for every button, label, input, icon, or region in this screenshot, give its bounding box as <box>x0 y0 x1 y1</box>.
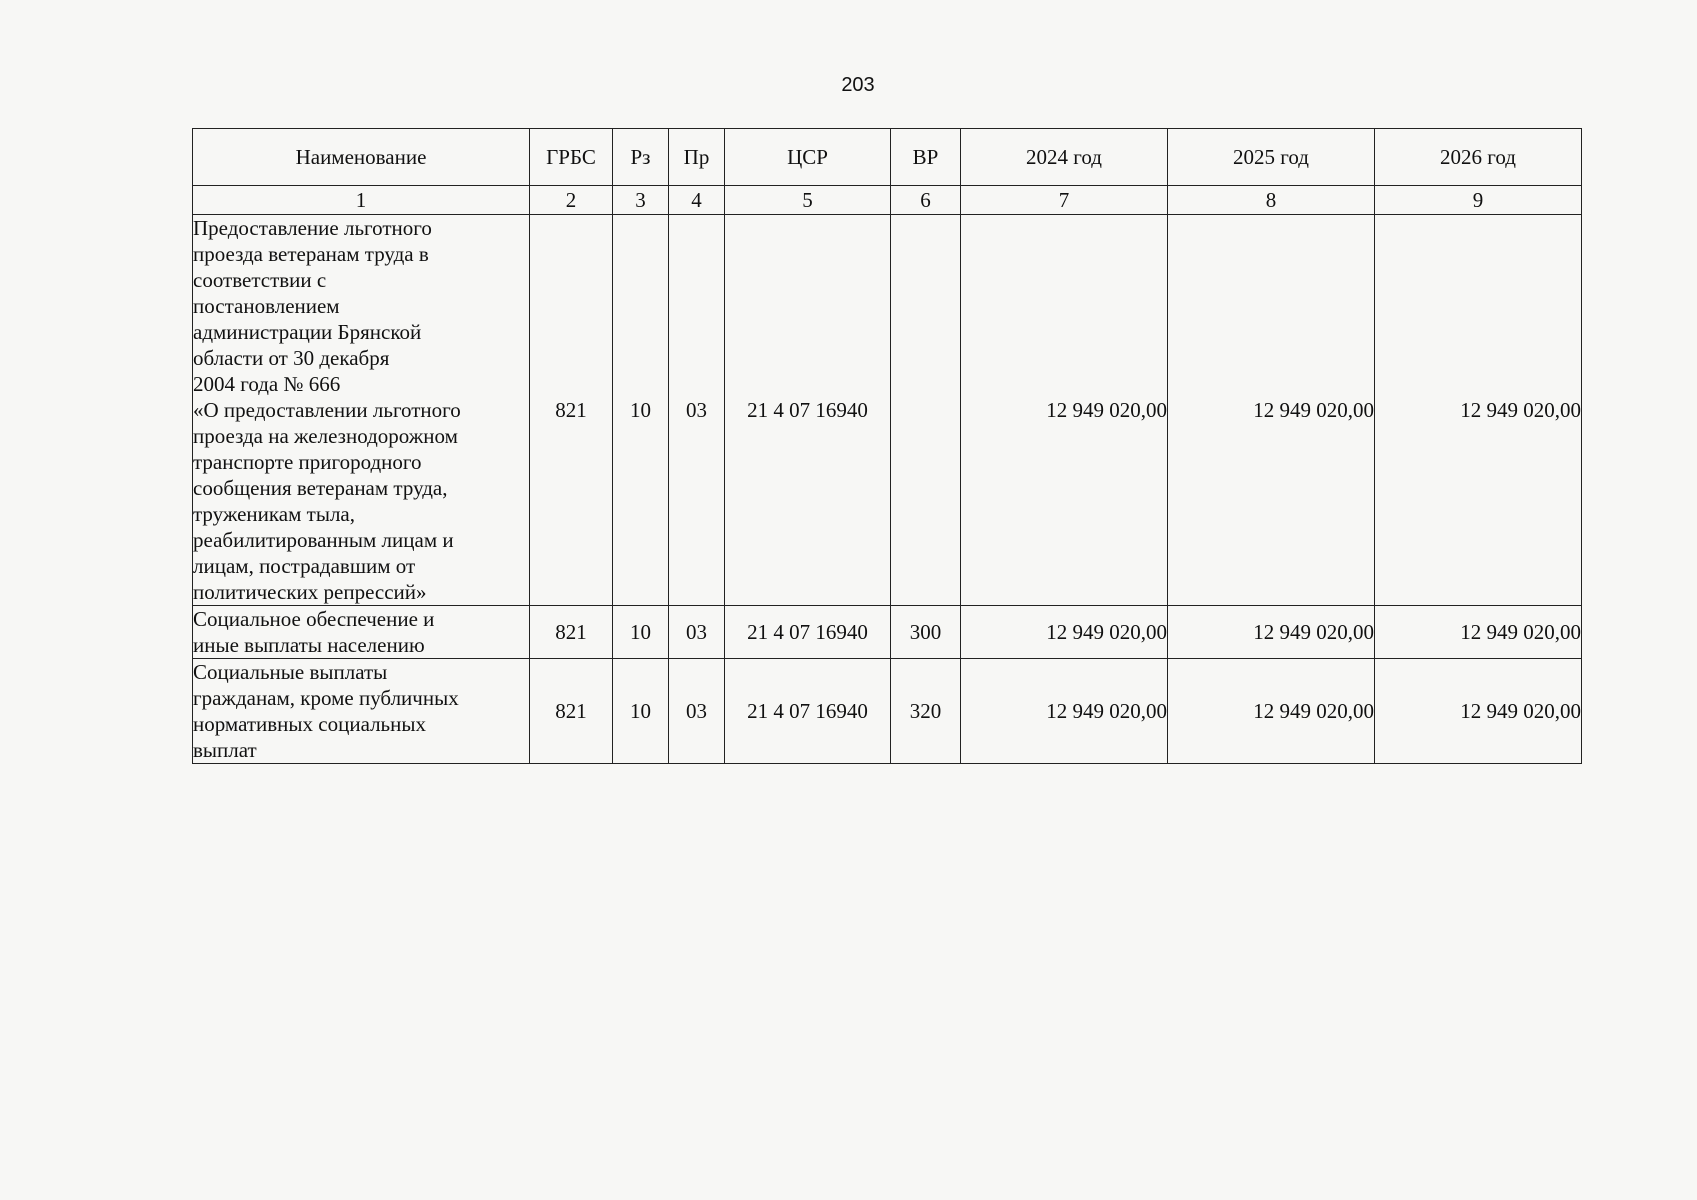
header-rz: Рз <box>613 129 669 186</box>
row-name: Социальные выплаты гражданам, кроме публичных нормативных социальных выплат <box>193 659 530 764</box>
column-number: 4 <box>669 186 725 215</box>
column-number: 1 <box>193 186 530 215</box>
row-grbs: 821 <box>530 659 613 764</box>
row-pr: 03 <box>669 659 725 764</box>
column-number: 3 <box>613 186 669 215</box>
header-name: Наименование <box>193 129 530 186</box>
header-row <box>193 129 1582 186</box>
column-number: 5 <box>725 186 891 215</box>
row-pr: 03 <box>669 215 725 606</box>
table-row <box>193 659 1582 764</box>
row-amount-2024: 12 949 020,00 <box>961 659 1168 764</box>
column-number-row <box>193 186 1582 215</box>
row-amount-2026: 12 949 020,00 <box>1375 659 1582 764</box>
row-name: Предоставление льготного проезда ветеранам труда в соответствии с постановлением администрации Брянской области от 30 декабря 2004 года № 666 «О предоставлении льготного проезда на железнодорожном транспорте пригородного сообщения ветеранам труда, труженикам тыла, реабилитированным лицам и лицам, пострадавшим от политических репрессий» <box>193 215 530 606</box>
column-number: 2 <box>530 186 613 215</box>
column-number: 9 <box>1375 186 1582 215</box>
row-vr: 300 <box>891 606 961 659</box>
row-vr <box>891 215 961 606</box>
row-amount-2025: 12 949 020,00 <box>1168 215 1375 606</box>
row-rz: 10 <box>613 606 669 659</box>
header-grbs: ГРБС <box>530 129 613 186</box>
row-name: Социальное обеспечение и иные выплаты населению <box>193 606 530 659</box>
row-amount-2024: 12 949 020,00 <box>961 215 1168 606</box>
row-rz: 10 <box>613 659 669 764</box>
row-amount-2025: 12 949 020,00 <box>1168 606 1375 659</box>
row-grbs: 821 <box>530 215 613 606</box>
header-2025: 2025 год <box>1168 129 1375 186</box>
table-row <box>193 606 1582 659</box>
page-number: 203 <box>841 74 875 96</box>
column-number: 7 <box>961 186 1168 215</box>
header-pr: Пр <box>669 129 725 186</box>
row-csr: 21 4 07 16940 <box>725 215 891 606</box>
row-amount-2024: 12 949 020,00 <box>961 606 1168 659</box>
header-csr: ЦСР <box>725 129 891 186</box>
header-2024: 2024 год <box>961 129 1168 186</box>
header-vr: ВР <box>891 129 961 186</box>
row-amount-2025: 12 949 020,00 <box>1168 659 1375 764</box>
row-pr: 03 <box>669 606 725 659</box>
row-amount-2026: 12 949 020,00 <box>1375 215 1582 606</box>
column-number: 6 <box>891 186 961 215</box>
row-csr: 21 4 07 16940 <box>725 606 891 659</box>
table-row <box>193 215 1582 606</box>
row-rz: 10 <box>613 215 669 606</box>
row-amount-2026: 12 949 020,00 <box>1375 606 1582 659</box>
row-csr: 21 4 07 16940 <box>725 659 891 764</box>
header-2026: 2026 год <box>1375 129 1582 186</box>
column-number: 8 <box>1168 186 1375 215</box>
row-grbs: 821 <box>530 606 613 659</box>
row-vr: 320 <box>891 659 961 764</box>
budget-table <box>192 128 1582 764</box>
